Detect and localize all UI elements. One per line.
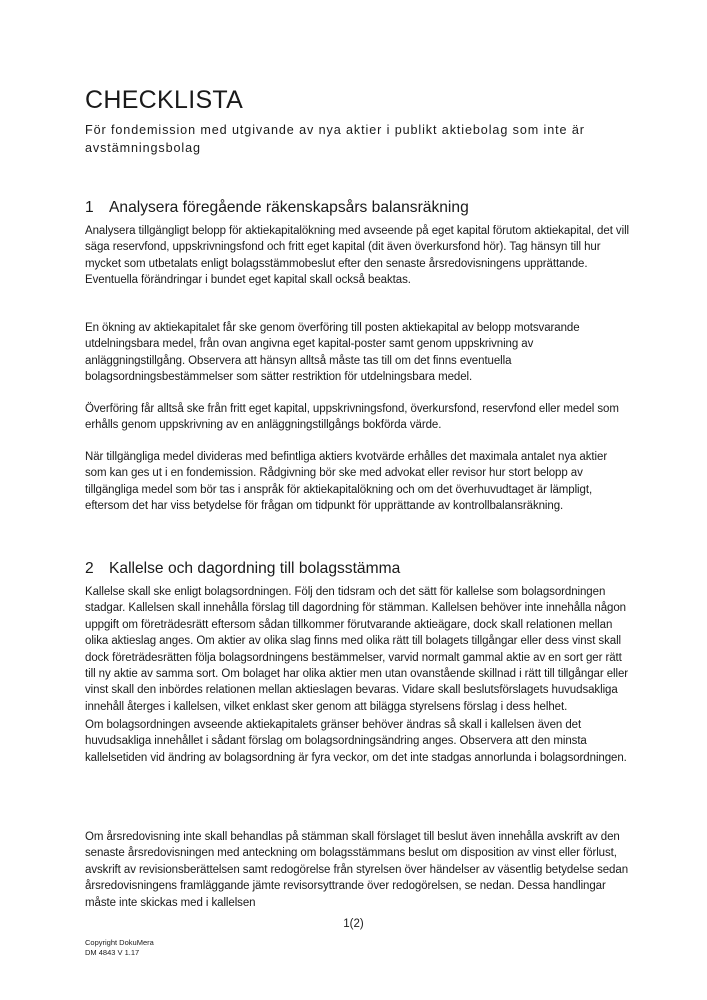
- footer-doc-id: DM 4843 V 1.17: [85, 948, 140, 957]
- section-1-paragraph-3: Överföring får alltså ske från fritt eget kapital, uppskrivningsfond, överkursfond, reservfond eller medel som erhålls genom uppskrivning av en anläggningstillgångs bokförda värde.: [85, 403, 619, 432]
- section-1-number: 1: [85, 199, 94, 216]
- section-1-heading: [85, 199, 469, 217]
- section-2-number: 2: [85, 560, 94, 577]
- section-2-paragraph-1: Kallelse skall ske enligt bolagsordningen. Följ den tidsram och det sätt för kallelse som bolagsordningen stadgar. Kallelsen skall innehålla förslag till dagordning för stämman. Kallelsen behöver inte innehålla någon uppgift om företrädesrätt eftersom sådan tillkommer förutvarande aktieägare, dock skall relationen mellan olika aktieslag anges. Om aktier av olika slag finns med olika rätt till bolagets tillgångar eller dess vinst skall dock företrädesrätten följa bolagsordningens bestämmelser, varvid normalt gammal aktie av en sort ger rätt till ny aktie av samma sort. Om bolaget har olika aktier men utan ovanstående skillnad i rätt till tillgångar eller vinst skall den inbördes relationen mellan aktieslagen bevaras. Vidare skall beslutsförslagets huvudsakliga innehåll återges i kallelsen, vilket enklast sker genom att bilägga styrelsens förslag i dess helhet.: [85, 586, 629, 713]
- section-1-paragraph-2: En ökning av aktiekapitalet får ske genom överföring till posten aktiekapital av belopp motsvarande utdelningsbara medel, från ovan angivna eget kapital-poster samt genom uppskrivning av anläggningstillgång. Observera att hänsyn alltså måste tas till om det finns eventuella bolagsordningsbestämmelser som sätter restriktion för utdelningsbara medel.: [85, 322, 580, 384]
- section-1-paragraph-1: Analysera tillgängligt belopp för aktiekapitalökning med avseende på eget kapital förutom aktiekapital, det vill säga reservfond, uppskrivningsfond och fritt eget kapital (dit även överkursfond hör). Tag hänsyn till hur mycket som utbetalats enligt bolagsstämmobeslut efter den senaste årsredovisningens upprättande. Eventuella förändringar i bundet eget kapital skall också beaktas.: [85, 225, 630, 287]
- footer-copyright: Copyright DokuMera: [85, 938, 154, 947]
- document-title: CHECKLISTA: [85, 86, 244, 114]
- section-2-paragraph-3: Om årsredovisning inte skall behandlas på stämman skall förslaget till beslut även innehålla avskrift av den senaste årsredovisningen med anteckning om bolagsstämmans beslut om disposition av vinst eller förlust, avskrift av revisionsberättelsen samt redogörelse från styrelsen över händelser av väsentlig betydelse sedan årsredovisningens framläggande jämte revisorsyttrande över redogörelsen, se nedan. Dessa handlingar måste inte skickas med i kallelsen: [85, 831, 629, 909]
- page-number: 1(2): [343, 918, 364, 930]
- section-2-paragraph-2: Om bolagsordningen avseende aktiekapitalets gränser behöver ändras så skall i kallelsen även det huvudsakliga innehållet i sådant förslag om bolagsordningsändring anges. Observera att den minsta kallelsetiden vid ändring av bolagsordning är fyra veckor, om det inte stadgas annorlunda i bolagsordningen.: [85, 719, 627, 764]
- document-subtitle: För fondemission med utgivande av nya aktier i publikt aktiebolag som inte är avstämningsbolag: [85, 123, 585, 155]
- section-1-title: Analysera föregående räkenskapsårs balansräkning: [109, 199, 469, 216]
- section-2-title: Kallelse och dagordning till bolagsstämma: [109, 560, 401, 577]
- section-2-heading: [85, 560, 400, 578]
- section-1-paragraph-4: När tillgängliga medel divideras med befintliga aktiers kvotvärde erhålles det maximala antalet nya aktier som kan ges ut i en fondemission. Rådgivning bör ske med advokat eller revisor hur stort belopp av tillgängliga medel som bör tas i anspråk för aktiekapitalökning och om det överhuvudtaget är lämpligt, eftersom det har viss betydelse för frågan om tidpunkt för upprättande av kontrollbalansräkning.: [85, 451, 608, 513]
